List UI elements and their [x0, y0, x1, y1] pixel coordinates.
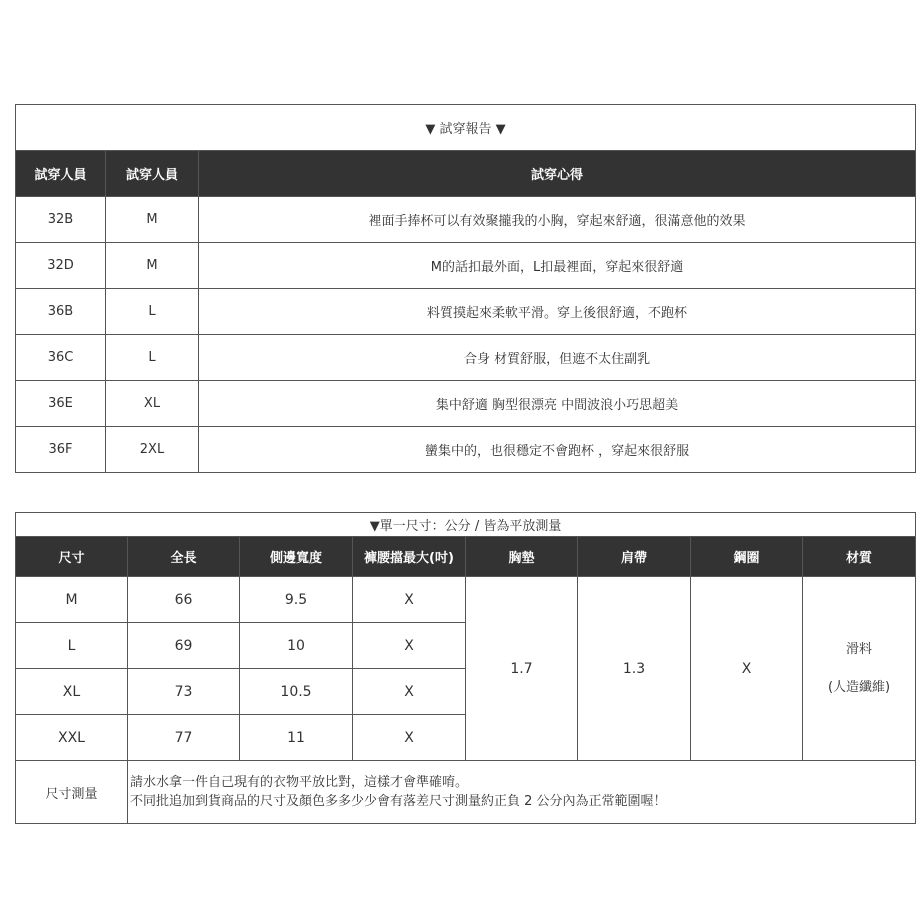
comment-cell: 合身 材質舒服，但遮不太住副乳: [199, 335, 916, 381]
waist-cell: X: [353, 715, 466, 761]
size-cell: XL: [16, 669, 128, 715]
material-line-2: (人造纖維): [827, 679, 891, 695]
side-width-cell: 9.5: [240, 577, 353, 623]
side-width-cell: 10: [240, 623, 353, 669]
wire-cell: X: [691, 577, 803, 761]
header-tester-bra: 試穿人員: [16, 151, 106, 197]
length-cell: 66: [128, 577, 240, 623]
header-feedback: 試穿心得: [199, 151, 916, 197]
measurement-note: [128, 761, 916, 824]
bra-size-cell: 32D: [16, 243, 106, 289]
measurement-note-line-1: 請水水拿一件自己現有的衣物平放比對，這樣才會準確唷。: [130, 775, 469, 790]
length-cell: 73: [128, 669, 240, 715]
material-cell: [803, 577, 916, 761]
comment-cell: 料質摸起來柔軟平滑。穿上後很舒適，不跑杯: [199, 289, 916, 335]
measurement-note-line-2: 不同批追加到貨商品的尺寸及顏色多多少少會有落差尺寸測量約正負 2 公分內為正常範圍喔！: [130, 794, 667, 809]
comment-cell: M的話扣最外面，L扣最裡面，穿起來很舒適: [199, 243, 916, 289]
bra-size-cell: 36B: [16, 289, 106, 335]
table-row: [16, 335, 916, 381]
header-wire: 鋼圈: [691, 537, 803, 577]
size-chart-caption: ▼單一尺寸：公分 / 皆為平放測量: [16, 513, 916, 537]
size-cell: L: [106, 335, 199, 381]
header-tester-size: 試穿人員: [106, 151, 199, 197]
header-waist: 褲腰擋最大(吋): [353, 537, 466, 577]
size-cell: M: [106, 243, 199, 289]
size-cell: M: [16, 577, 128, 623]
header-side-width: 側邊寬度: [240, 537, 353, 577]
trial-report-caption: ▼ 試穿報告 ▼: [16, 105, 916, 151]
table-row: [16, 577, 916, 623]
table-row: [16, 243, 916, 289]
bra-size-cell: 36C: [16, 335, 106, 381]
size-cell: XXL: [16, 715, 128, 761]
table-row: [16, 381, 916, 427]
bra-size-cell: 32B: [16, 197, 106, 243]
header-size: 尺寸: [16, 537, 128, 577]
size-cell: L: [106, 289, 199, 335]
waist-cell: X: [353, 623, 466, 669]
length-cell: 77: [128, 715, 240, 761]
table-row: [16, 427, 916, 473]
header-pad: 胸墊: [466, 537, 578, 577]
measurement-note-label: 尺寸測量: [16, 761, 128, 824]
bra-size-cell: 36F: [16, 427, 106, 473]
side-width-cell: 10.5: [240, 669, 353, 715]
material-line-1: 滑料: [846, 641, 873, 657]
pad-cell: 1.7: [466, 577, 578, 761]
waist-cell: X: [353, 577, 466, 623]
strap-cell: 1.3: [578, 577, 691, 761]
waist-cell: X: [353, 669, 466, 715]
bra-size-cell: 36E: [16, 381, 106, 427]
table-row: [16, 197, 916, 243]
table-row: [16, 289, 916, 335]
size-cell: L: [16, 623, 128, 669]
size-cell: XL: [106, 381, 199, 427]
trial-report-table: [15, 104, 916, 473]
comment-cell: 蠻集中的，也很穩定不會跑杯 ，穿起來很舒服: [199, 427, 916, 473]
size-cell: M: [106, 197, 199, 243]
size-cell: 2XL: [106, 427, 199, 473]
header-length: 全長: [128, 537, 240, 577]
side-width-cell: 11: [240, 715, 353, 761]
comment-cell: 集中舒適 胸型很漂亮 中間波浪小巧思超美: [199, 381, 916, 427]
length-cell: 69: [128, 623, 240, 669]
header-strap: 肩帶: [578, 537, 691, 577]
header-material: 材質: [803, 537, 916, 577]
comment-cell: 裡面手捧杯可以有效聚攏我的小胸，穿起來舒適，很滿意他的效果: [199, 197, 916, 243]
size-chart-table: [15, 512, 916, 824]
